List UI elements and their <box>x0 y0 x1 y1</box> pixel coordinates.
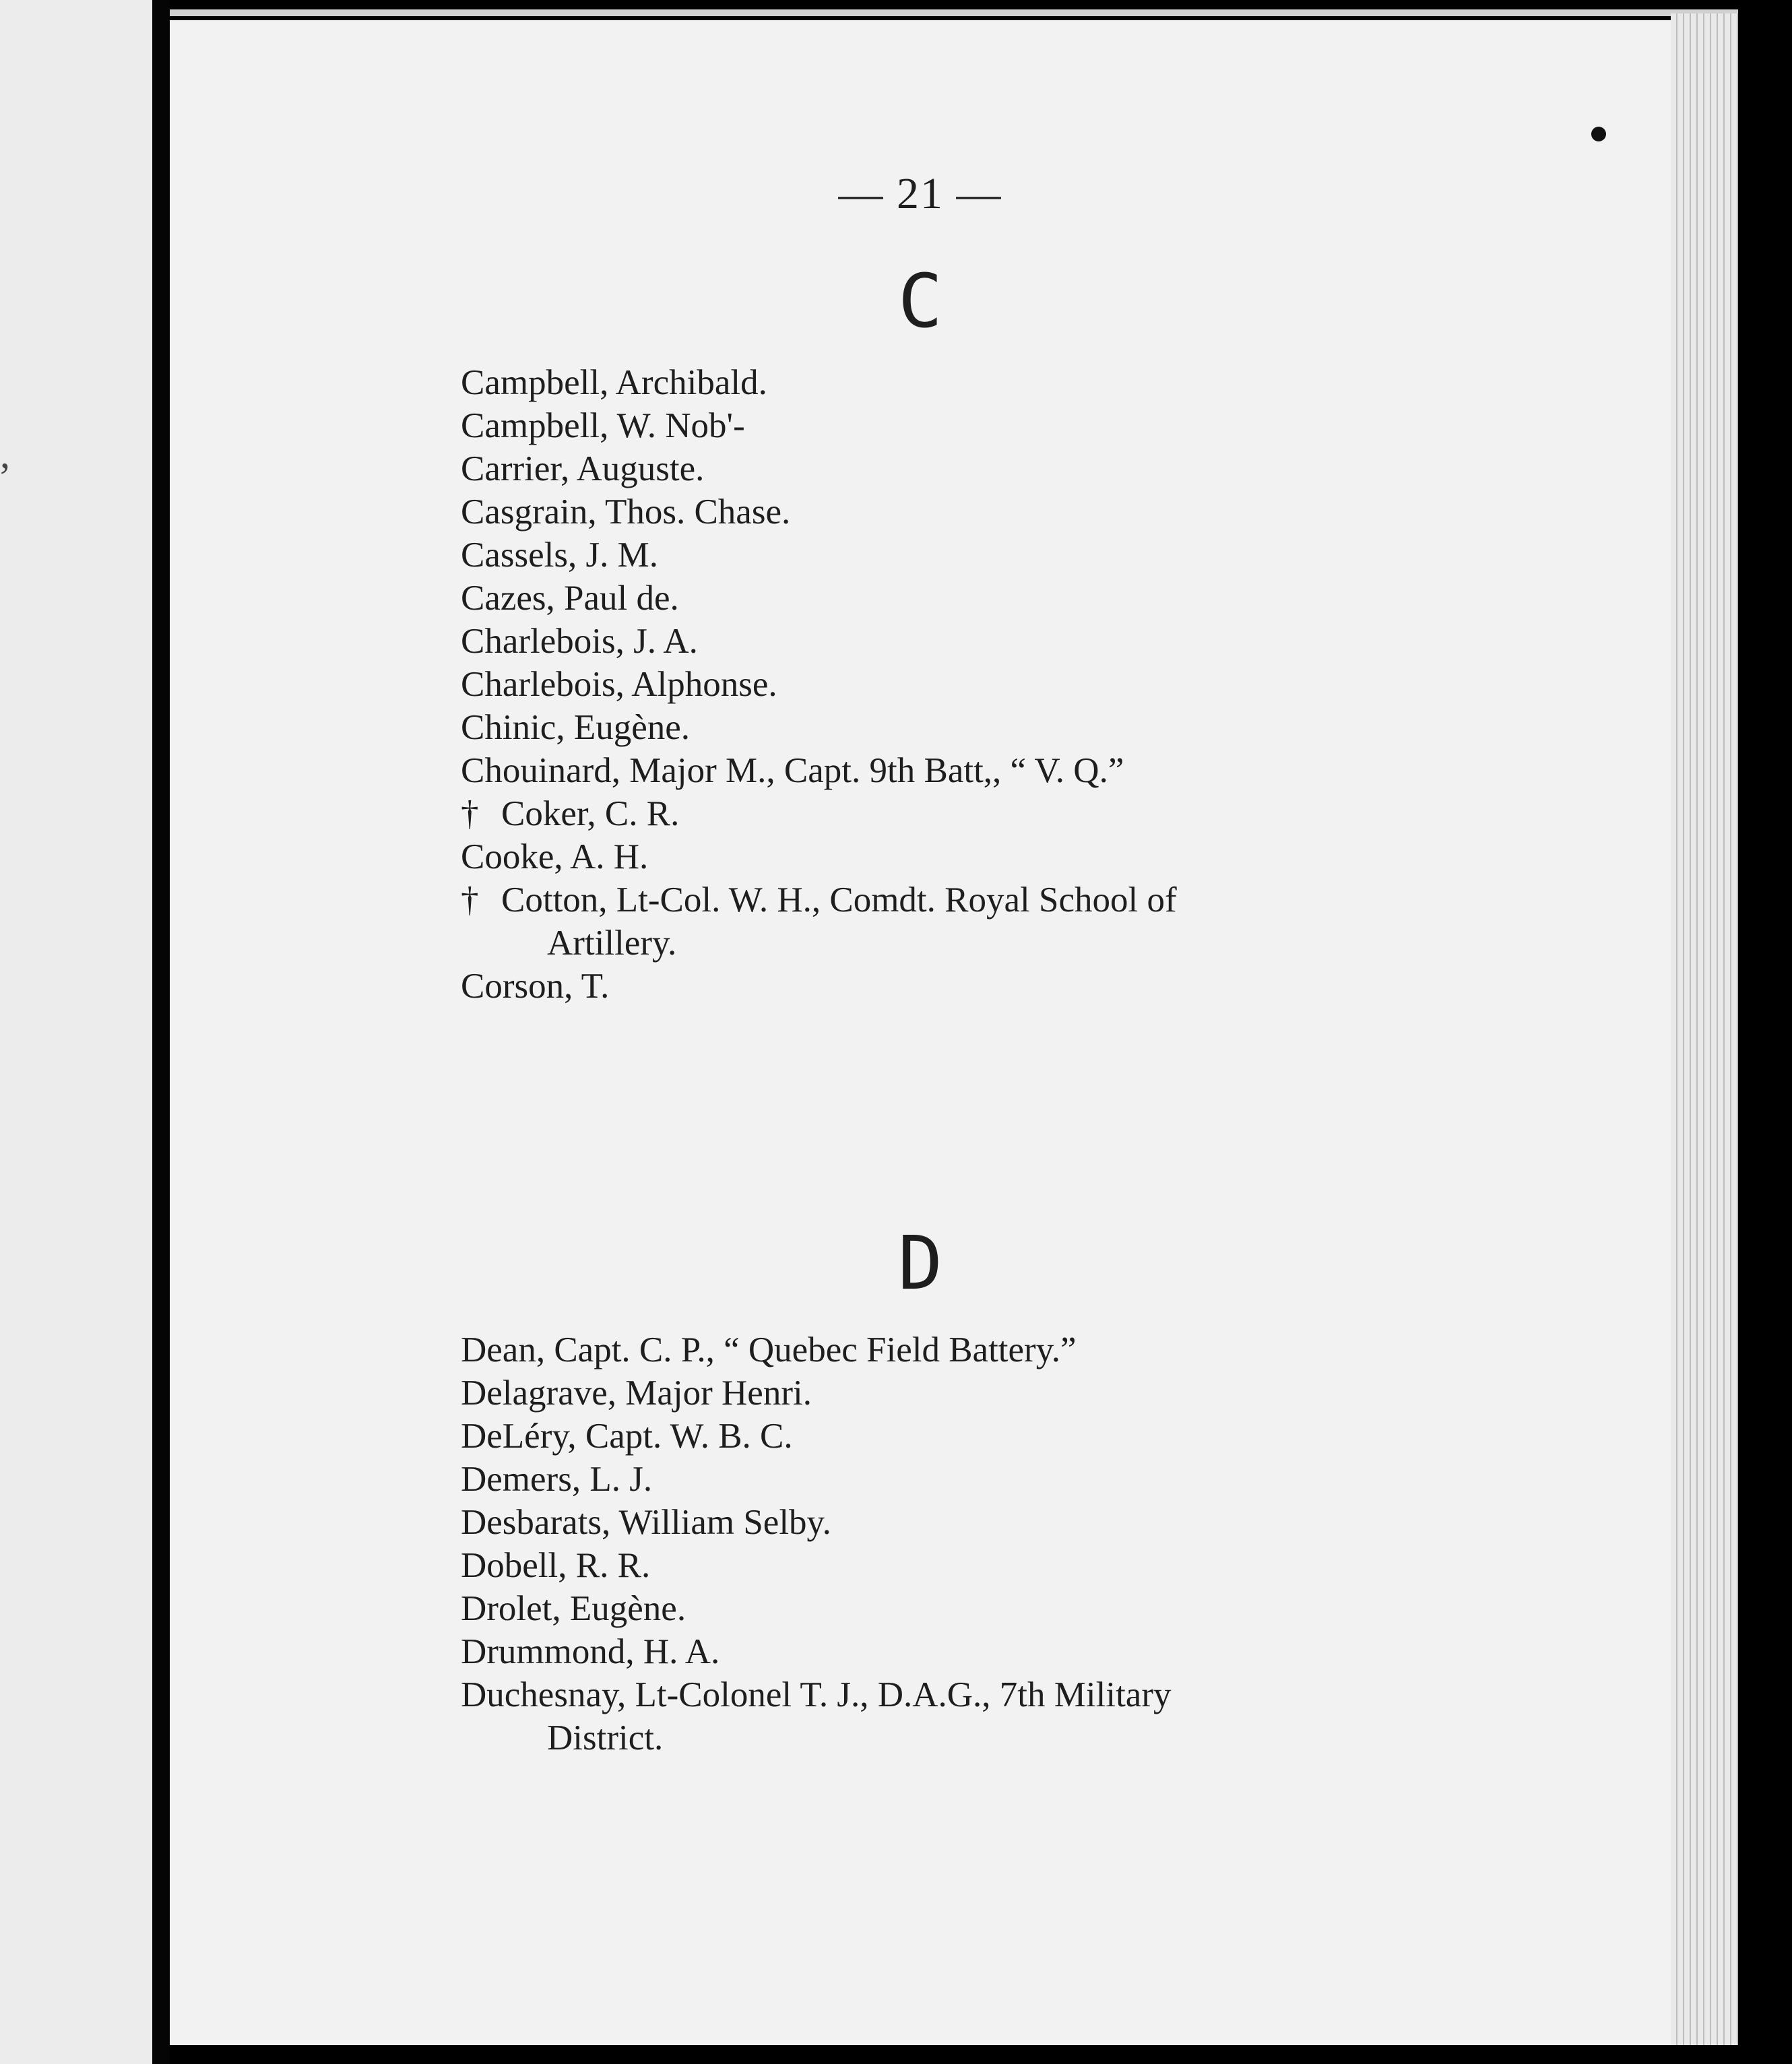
name-entry <box>461 577 1444 620</box>
dagger-mark: † <box>461 880 479 920</box>
entry-text: Cazes, Paul de. <box>461 579 679 618</box>
name-entry <box>461 620 1444 663</box>
entry-text: Campbell, W. Nob'- <box>461 406 745 445</box>
name-entry <box>461 1458 1444 1501</box>
entry-continuation: Artillery. <box>547 924 677 963</box>
name-entry <box>461 1501 1444 1544</box>
entry-text: Carrier, Auguste. <box>461 449 705 488</box>
entry-text: DeLéry, Capt. W. B. C. <box>461 1417 793 1456</box>
entry-text: Drummond, H. A. <box>461 1632 720 1671</box>
name-entry <box>461 1587 1444 1630</box>
name-entry <box>461 447 1444 490</box>
name-list-c <box>461 361 1444 1008</box>
ink-blot <box>1591 127 1606 141</box>
name-entry <box>461 706 1444 749</box>
page-stack-edge <box>1671 13 1738 2045</box>
book-page <box>170 20 1671 2045</box>
name-entry <box>461 965 1444 1008</box>
entry-text: Coker, C. R. <box>501 794 680 833</box>
section-heading-d: D <box>897 1220 943 1306</box>
name-entry <box>461 404 1444 447</box>
entry-text: Desbarats, William Selby. <box>461 1503 831 1542</box>
name-entry <box>461 490 1444 534</box>
entry-text: Duchesnay, Lt-Colonel T. J., D.A.G., 7th Military <box>461 1675 1172 1714</box>
name-entry <box>461 1328 1444 1372</box>
facing-page-edge <box>0 0 152 2064</box>
section-heading-c: C <box>897 258 943 344</box>
entry-text: Campbell, Archibald. <box>461 363 767 402</box>
name-entry <box>461 1544 1444 1587</box>
entry-text: Cassels, J. M. <box>461 536 659 575</box>
entry-text: Demers, L. J. <box>461 1460 653 1499</box>
entry-text: Dobell, R. R. <box>461 1546 651 1585</box>
entry-text: Casgrain, Thos. Chase. <box>461 492 791 531</box>
entry-text: Drolet, Eugène. <box>461 1589 686 1628</box>
name-entry <box>461 1630 1444 1673</box>
entry-text: Chinic, Eugène. <box>461 708 690 747</box>
dagger-mark: † <box>461 794 479 833</box>
entry-continuation: District. <box>547 1718 664 1757</box>
bleed-mark: , <box>0 432 10 476</box>
name-entry <box>461 792 1444 835</box>
name-entry <box>461 1673 1444 1760</box>
entry-text: Cooke, A. H. <box>461 837 649 876</box>
entry-text: Charlebois, J. A. <box>461 622 698 661</box>
name-entry <box>461 1372 1444 1415</box>
entry-text: Charlebois, Alphonse. <box>461 665 777 704</box>
name-entry <box>461 1415 1444 1458</box>
entry-text: Corson, T. <box>461 967 610 1006</box>
name-entry <box>461 878 1444 965</box>
entry-text: Cotton, Lt-Col. W. H., Comdt. Royal School of <box>501 880 1177 920</box>
name-entry <box>461 361 1444 404</box>
entry-text: Delagrave, Major Henri. <box>461 1374 812 1413</box>
name-list-d <box>461 1328 1444 1760</box>
book-gutter <box>152 0 170 2064</box>
entry-text: Dean, Capt. C. P., “ Quebec Field Battery.” <box>461 1330 1077 1369</box>
name-entry <box>461 749 1444 792</box>
name-entry <box>461 835 1444 878</box>
name-entry <box>461 534 1444 577</box>
entry-text: Chouinard, Major M., Capt. 9th Batt,, “ V. Q.” <box>461 751 1124 790</box>
name-entry <box>461 663 1444 706</box>
page-number: — 21 — <box>838 169 1002 218</box>
page-top-edge <box>170 9 1738 16</box>
